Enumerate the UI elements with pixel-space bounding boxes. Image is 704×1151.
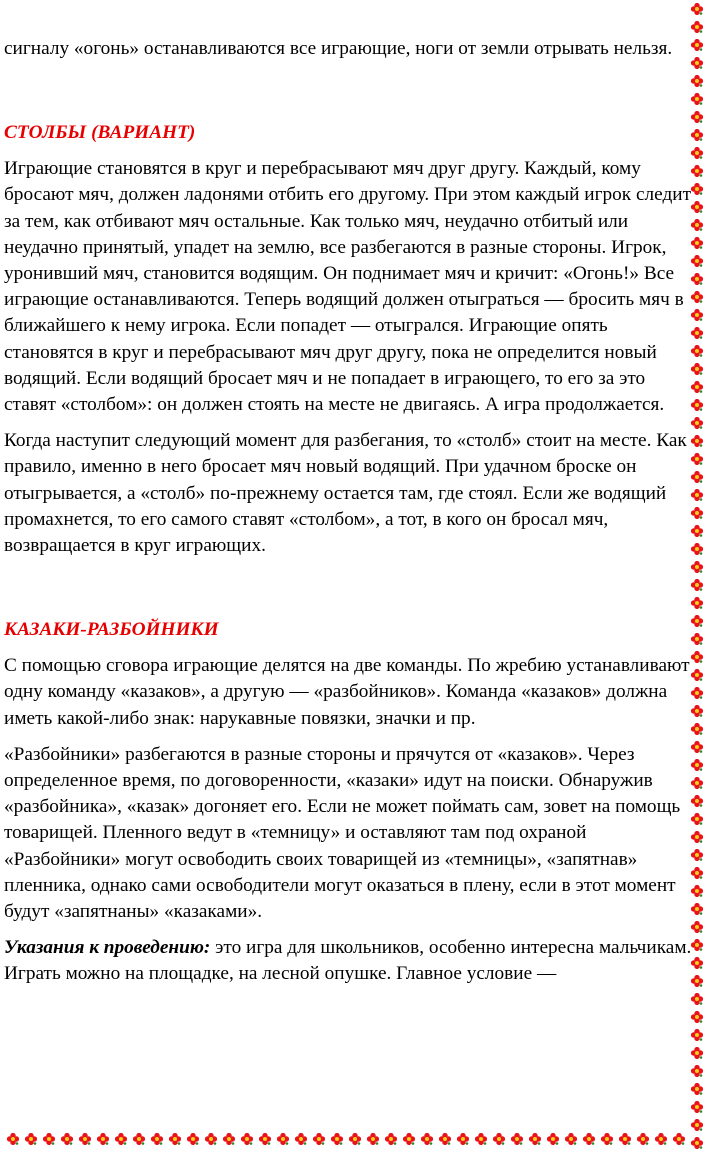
- paragraph-stolby-rules: Играющие становятся в круг и перебрасывают мяч друг другу. Каждый, кому бросают мяч, должен ладонями отбить его другому. При этом каждый игрок следит за тем, как отбивают мяч остальные. Как только мяч, неудачно отбитый или неудачно принятый, упадет на землю, все разбегаются в разные стороны. Игрок, уронивший мяч, становится водящим. Он поднимает мяч и кричит: «Огонь!» Все играющие останавливаются. Теперь водящий должен отыграться — бросить мяч в ближайшего к нему игрока. Если попадет — отыгрался. Играющие опять становятся в круг и перебрасывают мяч друг другу, пока не определится новый водящий. Если водящий бросает мяч и не попадает в играющего, то его за это ставят «столбом»: он должен стоять на месте не двигаясь. А игра продолжается.: [4, 158, 692, 416]
- flower-ornament-icon: [295, 1133, 307, 1145]
- flower-ornament-icon: [691, 183, 703, 195]
- flower-ornament-icon: [691, 579, 703, 591]
- flower-ornament-icon: [529, 1133, 541, 1145]
- flower-ornament-icon: [691, 1101, 703, 1113]
- flower-ornament-icon: [691, 921, 703, 933]
- flower-ornament-icon: [475, 1133, 487, 1145]
- flower-ornament-icon: [691, 399, 703, 411]
- flower-ornament-icon: [7, 1133, 19, 1145]
- flower-ornament-icon: [691, 597, 703, 609]
- flower-ornament-icon: [205, 1133, 217, 1145]
- flower-ornament-icon: [691, 939, 703, 951]
- flower-ornament-icon: [691, 165, 703, 177]
- flower-ornament-icon: [313, 1133, 325, 1145]
- flower-ornament-icon: [691, 309, 703, 321]
- flower-ornament-icon: [691, 993, 703, 1005]
- flower-ornament-icon: [691, 1047, 703, 1059]
- flower-ornament-icon: [691, 417, 703, 429]
- paragraph-stolby-continuation: Когда наступит следующий момент для разбегания, то «столб» стоит на месте. Как правило, именно в него бросает мяч новый водящий. При удачном броске он отыгрывается, а «столб» по-прежнему остается там, где стоял. Если же водящий промахнется, то его самого ставят «столбом», а тот, в кого он бросал мяч, возвращается в круг играющих.: [4, 430, 687, 557]
- flower-ornament-icon: [691, 3, 703, 15]
- flower-ornament-icon: [691, 255, 703, 267]
- flower-ornament-icon: [691, 489, 703, 501]
- flower-ornament-icon: [43, 1133, 55, 1145]
- flower-ornament-icon: [97, 1133, 109, 1145]
- flower-ornament-icon: [691, 147, 703, 159]
- document-text: [4, 36, 692, 988]
- decorative-border-bottom: [0, 1129, 694, 1149]
- flower-ornament-icon: [691, 777, 703, 789]
- flower-ornament-icon: [691, 435, 703, 447]
- instructions-text: это игра для школьников, особенно интересна мальчикам. Играть можно на площадке, на лесной опушке. Главное условие —: [4, 937, 692, 985]
- flower-ornament-icon: [691, 219, 703, 231]
- flower-ornament-icon: [403, 1133, 415, 1145]
- heading-kazaki: КАЗАКИ-РАЗБОЙНИКИ: [4, 619, 219, 641]
- flower-ornament-icon: [691, 111, 703, 123]
- flower-ornament-icon: [691, 741, 703, 753]
- flower-ornament-icon: [691, 345, 703, 357]
- flower-ornament-icon: [691, 507, 703, 519]
- flower-ornament-icon: [691, 957, 703, 969]
- flower-ornament-icon: [691, 57, 703, 69]
- flower-ornament-icon: [79, 1133, 91, 1145]
- flower-ornament-icon: [691, 525, 703, 537]
- flower-ornament-icon: [691, 93, 703, 105]
- flower-ornament-icon: [277, 1133, 289, 1145]
- flower-ornament-icon: [691, 831, 703, 843]
- flower-ornament-icon: [187, 1133, 199, 1145]
- flower-ornament-icon: [637, 1133, 649, 1145]
- flower-ornament-icon: [547, 1133, 559, 1145]
- flower-ornament-icon: [493, 1133, 505, 1145]
- flower-ornament-icon: [691, 651, 703, 663]
- flower-ornament-icon: [691, 669, 703, 681]
- flower-ornament-icon: [619, 1133, 631, 1145]
- flower-ornament-icon: [673, 1133, 685, 1145]
- flower-ornament-icon: [655, 1133, 667, 1145]
- flower-ornament-icon: [133, 1133, 145, 1145]
- flower-ornament-icon: [115, 1133, 127, 1145]
- flower-ornament-icon: [691, 975, 703, 987]
- flower-ornament-icon: [421, 1133, 433, 1145]
- flower-ornament-icon: [151, 1133, 163, 1145]
- flower-ornament-icon: [691, 201, 703, 213]
- flower-ornament-icon: [691, 381, 703, 393]
- heading-stolby: СТОЛБЫ (ВАРИАНТ): [4, 122, 196, 144]
- flower-ornament-icon: [511, 1133, 523, 1145]
- flower-ornament-icon: [691, 795, 703, 807]
- flower-ornament-icon: [457, 1133, 469, 1145]
- flower-ornament-icon: [691, 885, 703, 897]
- flower-ornament-icon: [241, 1133, 253, 1145]
- flower-ornament-icon: [691, 273, 703, 285]
- flower-ornament-icon: [565, 1133, 577, 1145]
- flower-ornament-icon: [61, 1133, 73, 1145]
- flower-ornament-icon: [385, 1133, 397, 1145]
- flower-ornament-icon: [691, 813, 703, 825]
- flower-ornament-icon: [367, 1133, 379, 1145]
- flower-ornament-icon: [691, 633, 703, 645]
- paragraph-kazaki-rules: «Разбойники» разбегаются в разные стороны и прячутся от «казаков». Через определенное время, по договоренности, «казаки» идут на поиски. Обнаружив «разбойника», «казак» догоняет его. Если не может поймать сам, зовет на помощь товарищей. Пленного ведут в «темницу» и оставляют там под охраной «Разбойники» могут освободить своих товарищей из «темницы», «запятнав» пленника, однако сами освободители могут оказаться в плену, если в этот момент будут «запятнаны» «казаками».: [4, 743, 681, 923]
- flower-ornament-icon: [25, 1133, 37, 1145]
- flower-ornament-icon: [691, 291, 703, 303]
- flower-ornament-icon: [691, 75, 703, 87]
- flower-ornament-icon: [259, 1133, 271, 1145]
- flower-ornament-icon: [583, 1133, 595, 1145]
- flower-ornament-icon: [691, 1083, 703, 1095]
- flower-ornament-icon: [691, 129, 703, 141]
- flower-ornament-icon: [691, 849, 703, 861]
- flower-ornament-icon: [691, 1011, 703, 1023]
- flower-ornament-icon: [691, 237, 703, 249]
- flower-ornament-icon: [331, 1133, 343, 1145]
- flower-ornament-icon: [691, 705, 703, 717]
- decorative-border-right: [690, 0, 704, 1151]
- flower-ornament-icon: [691, 471, 703, 483]
- flower-ornament-icon: [691, 453, 703, 465]
- instructions-label: Указания к проведению:: [4, 937, 211, 959]
- flower-ornament-icon: [691, 903, 703, 915]
- flower-ornament-icon: [691, 561, 703, 573]
- flower-ornament-icon: [223, 1133, 235, 1145]
- flower-ornament-icon: [691, 21, 703, 33]
- flower-ornament-icon: [691, 543, 703, 555]
- flower-ornament-icon: [691, 363, 703, 375]
- flower-ornament-icon: [691, 867, 703, 879]
- flower-ornament-icon: [439, 1133, 451, 1145]
- flower-ornament-icon: [601, 1133, 613, 1145]
- flower-ornament-icon: [349, 1133, 361, 1145]
- flower-ornament-icon: [691, 1029, 703, 1041]
- paragraph-intro: сигналу «огонь» останавливаются все играющие, ноги от земли отрывать нельзя.: [4, 38, 673, 59]
- flower-ornament-icon: [691, 39, 703, 51]
- flower-ornament-icon: [691, 1065, 703, 1077]
- flower-ornament-icon: [691, 723, 703, 735]
- paragraph-instructions: [4, 935, 692, 987]
- flower-ornament-icon: [691, 327, 703, 339]
- flower-ornament-icon: [691, 759, 703, 771]
- paragraph-kazaki-teams: С помощью сговора играющие делятся на две команды. По жребию устанавливают одну команду «казаков», а другую — «разбойников». Команда «казаков» должна иметь какой-либо знак: нарукавные повязки, значки и пр.: [4, 655, 690, 729]
- flower-ornament-icon: [169, 1133, 181, 1145]
- flower-ornament-icon: [691, 615, 703, 627]
- flower-ornament-icon: [691, 687, 703, 699]
